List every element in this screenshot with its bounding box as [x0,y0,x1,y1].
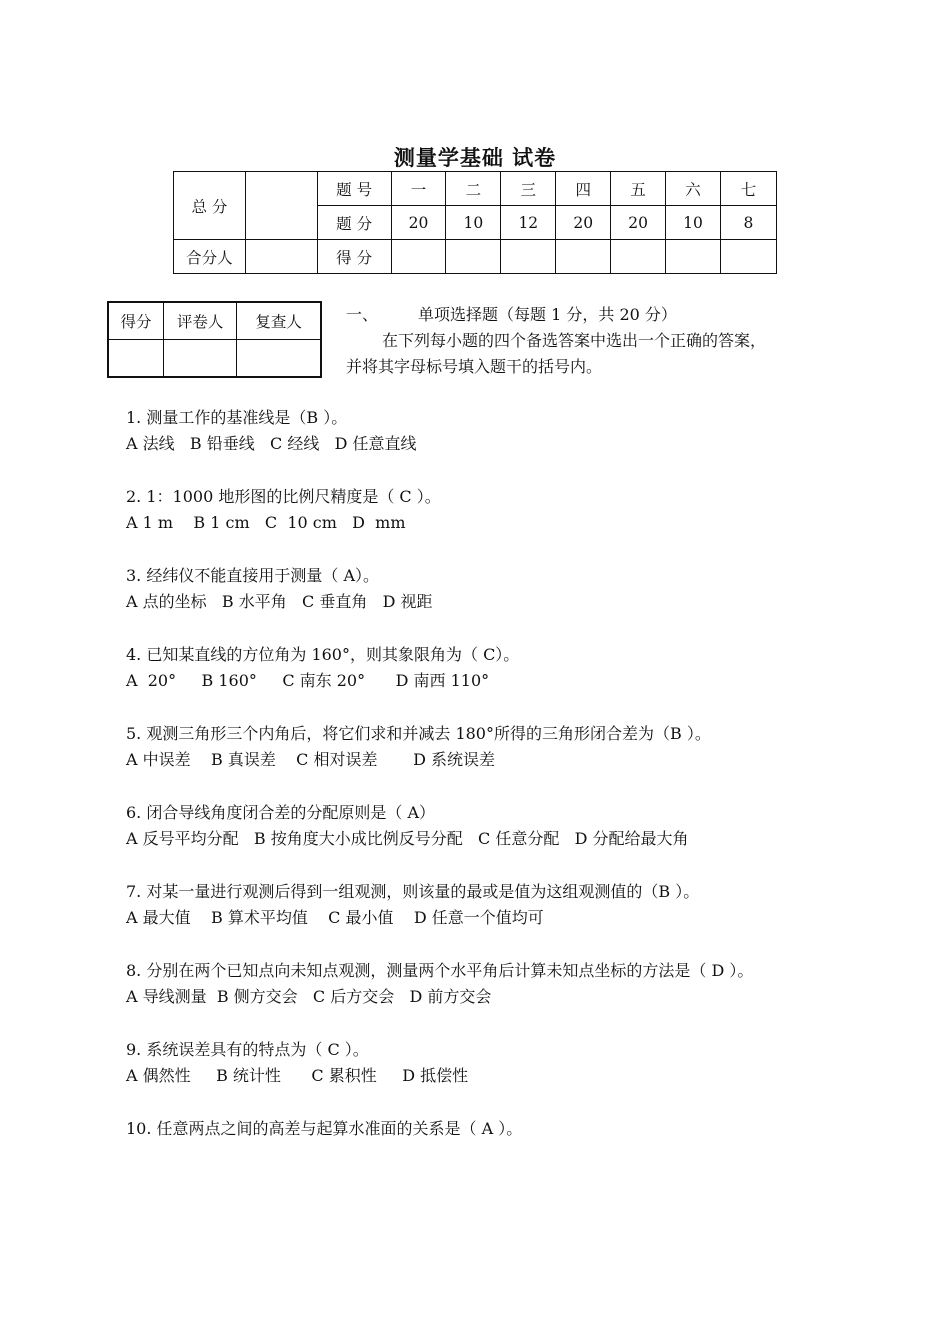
question-points-label: 题 分 [317,206,391,240]
question-options: A 导线测量 B 侧方交会 C 后方交会 D 前方交会 [126,987,492,1006]
question-stem: 3. 经纬仪不能直接用于测量（ A）。 [126,566,379,585]
earned-score-cell[interactable] [501,240,556,274]
question-number-cell: 六 [666,172,721,206]
question-options: A 法线 B 铅垂线 C 经线 D 任意直线 [126,434,417,453]
question-options: A 点的坐标 B 水平角 C 垂直角 D 视距 [126,592,433,611]
question-stem: 4. 已知某直线的方位角为 160°，则其象限角为（ C）。 [126,645,520,664]
score-tallier-label: 合分人 [174,240,246,274]
question-points-cell: 10 [666,206,721,240]
question-stem: 2. 1：1000 地形图的比例尺精度是（ C ）。 [126,487,441,506]
question-options: A 最大值 B 算术平均值 C 最小值 D 任意一个值均可 [126,908,544,927]
section-title: 单项选择题（每题 1 分，共 20 分） [418,305,677,324]
grader-checker-header: 复查人 [237,302,321,340]
question-points-cell: 10 [446,206,501,240]
question-options: A 中误差 B 真误差 C 相对误差 D 系统误差 [126,750,496,769]
grader-checker-cell[interactable] [237,340,321,378]
question-item [126,405,836,457]
question-item [126,1116,836,1142]
question-item [126,642,836,694]
question-number-cell: 四 [556,172,611,206]
section-instruction: 在下列每小题的四个备选答案中选出一个正确的答案， [382,331,767,350]
grader-reviewer-cell[interactable] [164,340,237,378]
total-score-cell[interactable] [245,172,317,240]
question-stem: 5. 观测三角形三个内角后，将它们求和并减去 180°所得的三角形闭合差为（B ）。 [126,724,711,743]
question-points-cell: 20 [556,206,611,240]
question-stem: 8. 分别在两个已知点向未知点观测，测量两个水平角后计算未知点坐标的方法是（ D ）。 [126,961,754,980]
question-options: A 20° B 160° C 南东 20° D 南西 110° [126,671,490,690]
question-points-cell: 20 [611,206,666,240]
score-summary-table [173,171,777,274]
score-tallier-cell[interactable] [245,240,317,274]
section-header [346,302,816,380]
question-number-cell: 一 [391,172,446,206]
earned-score-cell[interactable] [446,240,501,274]
question-item [126,484,836,536]
question-points-cell: 20 [391,206,446,240]
question-points-cell: 12 [501,206,556,240]
question-stem: 9. 系统误差具有的特点为（ C ）。 [126,1040,369,1059]
section-number: 一、 [346,305,379,324]
question-number-label: 题 号 [317,172,391,206]
question-stem: 1. 测量工作的基准线是（B ）。 [126,408,348,427]
grader-score-header: 得分 [108,302,164,340]
question-stem: 6. 闭合导线角度闭合差的分配原则是（ A） [126,803,435,822]
earned-score-cell[interactable] [391,240,446,274]
question-item [126,1037,836,1089]
question-item [126,800,836,852]
question-item [126,563,836,615]
question-number-cell: 五 [611,172,666,206]
question-points-cell: 8 [720,206,776,240]
question-number-cell: 二 [446,172,501,206]
question-number-cell: 三 [501,172,556,206]
question-item [126,879,836,931]
question-list [126,405,836,1169]
question-number-cell: 七 [720,172,776,206]
total-score-label: 总 分 [174,172,246,240]
grader-reviewer-header: 评卷人 [164,302,237,340]
question-options: A 偶然性 B 统计性 C 累积性 D 抵偿性 [126,1066,469,1085]
earned-score-cell[interactable] [611,240,666,274]
question-item [126,721,836,773]
question-stem: 7. 对某一量进行观测后得到一组观测，则该量的最或是值为这组观测值的（B ）。 [126,882,700,901]
earned-score-label: 得 分 [317,240,391,274]
question-options: A 反号平均分配 B 按角度大小成比例反号分配 C 任意分配 D 分配给最大角 [126,829,689,848]
question-options: A 1 m B 1 cm C 10 cm D mm [126,513,406,532]
question-item [126,958,836,1010]
grader-table [107,301,322,378]
grader-score-cell[interactable] [108,340,164,378]
section-instruction: 并将其字母标号填入题干的括号内。 [346,357,603,376]
earned-score-cell[interactable] [666,240,721,274]
exam-title: 测量学基础 试卷 [393,145,557,170]
earned-score-cell[interactable] [720,240,776,274]
question-stem: 10. 任意两点之间的高差与起算水准面的关系是（ A ）。 [126,1119,523,1138]
earned-score-cell[interactable] [556,240,611,274]
